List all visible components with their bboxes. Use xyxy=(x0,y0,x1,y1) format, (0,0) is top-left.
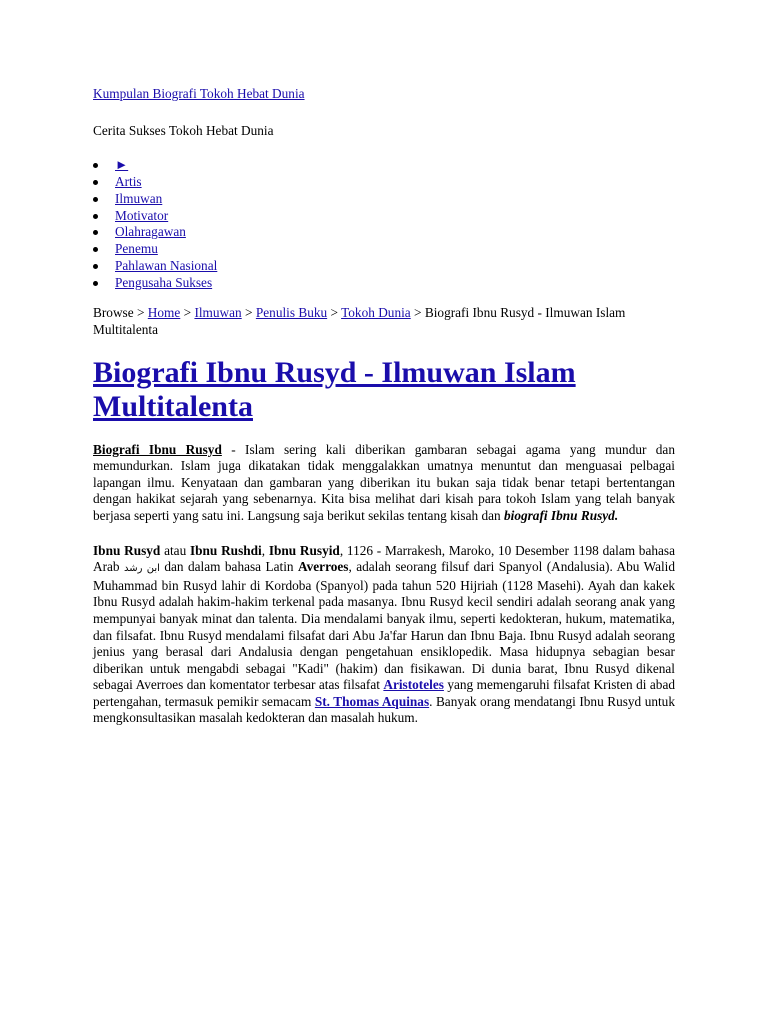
link-aristoteles[interactable] xyxy=(383,677,444,692)
article-title-link[interactable]: Biografi Ibnu Rusyd - Ilmuwan Islam Multitalenta xyxy=(93,355,576,423)
name-ibnu-rusyd: Ibnu Rusyd xyxy=(93,542,161,558)
nav-item-olahragawan xyxy=(115,224,675,241)
nav-link-pengusaha-sukses[interactable]: Pengusaha Sukses xyxy=(115,274,213,290)
breadcrumb-home[interactable]: Home xyxy=(147,304,181,320)
bio-text-1: , 1126 - Marrakesh, Maroko, 10 Desember 1198 dalam bahasa Arab xyxy=(93,542,675,575)
nav-item-motivator xyxy=(115,208,675,225)
nav-link-olahragawan[interactable]: Olahragawan xyxy=(115,224,186,240)
intro-paragraph xyxy=(93,442,675,525)
link-thomas-aquinas[interactable] xyxy=(315,694,429,709)
nav-item-pahlawan-nasional xyxy=(115,258,675,275)
arabic-name: ابن رشد xyxy=(124,563,160,575)
breadcrumb-tokoh-dunia[interactable]: Tokoh Dunia xyxy=(341,304,411,320)
intro-lead: Biografi Ibnu Rusyd xyxy=(93,441,222,457)
nav-link-ilmuwan[interactable]: Ilmuwan xyxy=(115,190,163,206)
nav-item-pengusaha-sukses xyxy=(115,275,675,292)
nav-link-penemu[interactable]: Penemu xyxy=(115,241,158,257)
breadcrumb-separator: > xyxy=(410,304,425,320)
text-atau: atau xyxy=(160,542,190,558)
breadcrumb-separator: > xyxy=(133,304,148,320)
name-ibnu-rushdi: Ibnu Rushdi xyxy=(189,542,262,558)
expand-arrow-icon[interactable]: ► xyxy=(115,157,129,173)
name-averroes: Averroes xyxy=(298,559,349,575)
site-tagline: Cerita Sukses Tokoh Hebat Dunia xyxy=(93,122,274,138)
breadcrumb-current: Biografi Ibnu Rusyd - Ilmuwan Islam Multitalenta xyxy=(93,304,626,337)
nav-link-pahlawan-nasional[interactable]: Pahlawan Nasional xyxy=(115,257,218,273)
nav-item-penemu xyxy=(115,241,675,258)
nav-item-toggle xyxy=(115,157,675,174)
site-title-link[interactable]: Kumpulan Biografi Tokoh Hebat Dunia xyxy=(93,86,305,101)
intro-text: - Islam sering kali diberikan gambaran sebagai agama yang mundur dan memundurkan. Islam juga dikatakan tidak menggalakkan umatnya menuntut dan menguasai pelbagai lapangan ilmu. Kenyataan dan gambaran yang diberikan itu bukan saja tidak benar tetapi bertentangan dengan hakikat sejarah yang sebenarnya. Kita bisa melihat dari kisah para tokoh Islam yang telah banyak berjasa seperti yang satu ini. Langsung saja berikut sekilas tentang kisah dan xyxy=(93,441,675,523)
breadcrumb-separator: > xyxy=(180,304,195,320)
nav-item-ilmuwan xyxy=(115,191,675,208)
bio-text-3: , adalah seorang filsuf dari Spanyol (Andalusia). Abu Walid Muhammad bin Rusyd lahir di Kordoba (Spanyol) pada tahun 520 Hijriah (1128 Masehi). Ayah dan kakek Ibnu Rusyd adalah hakim-hakim terkenal pada masanya. Ibnu Rusyd kecil sendiri adalah seorang anak yang mempunyai banyak minat dan talenta. Dia mendalami banyak ilmu, seperti kedokteran, hukum, matematika, dan filsafat. Ibnu Rusyd mendalami filsafat dari Abu Ja'far Harun dan Ibnu Baja. Ibnu Rusyd adalah seorang jenius yang berasal dari Andalusia dengan pengetahuan ensiklopedik. Masa hidupnya sebagian besar diberikan untuk mengabdi sebagai "Kadi" (hakim) dan fisikawan. Di dunia barat, Ibnu Rusyd dikenal sebagai Averroes dan komentator terbesar atas filsafat xyxy=(93,559,676,693)
breadcrumb-separator: > xyxy=(327,304,342,320)
nav-item-artis xyxy=(115,174,675,191)
breadcrumb-ilmuwan[interactable]: Ilmuwan xyxy=(194,304,242,320)
text-comma: , xyxy=(261,542,269,558)
site-header xyxy=(93,86,675,103)
breadcrumb-penulis-buku[interactable]: Penulis Buku xyxy=(255,304,328,320)
breadcrumb-prefix: Browse xyxy=(93,304,134,320)
bio-text-5: . Banyak orang mendatangi Ibnu Rusyd untuk mengkonsultasikan masalah kedokteran dan masalah hukum. xyxy=(93,693,675,726)
bio-text-4: yang memengaruhi filsafat Kristen di abad pertengahan, termasuk pemikir semacam xyxy=(93,677,675,709)
article-title xyxy=(93,356,675,424)
breadcrumb-separator: > xyxy=(241,304,256,320)
biography-paragraph xyxy=(93,543,675,728)
bio-text-2: dan dalam bahasa Latin xyxy=(159,559,298,575)
name-ibnu-rusyid: Ibnu Rusyid xyxy=(268,542,340,558)
link-aristoteles-label: Aristoteles xyxy=(383,677,444,693)
intro-tail: biografi Ibnu Rusyd. xyxy=(503,507,619,523)
link-thomas-aquinas-label: St. Thomas Aquinas xyxy=(314,693,430,709)
nav-link-artis[interactable]: Artis xyxy=(115,173,142,189)
nav-link-motivator[interactable]: Motivator xyxy=(115,207,169,223)
breadcrumb xyxy=(93,304,675,338)
category-nav xyxy=(93,157,675,291)
